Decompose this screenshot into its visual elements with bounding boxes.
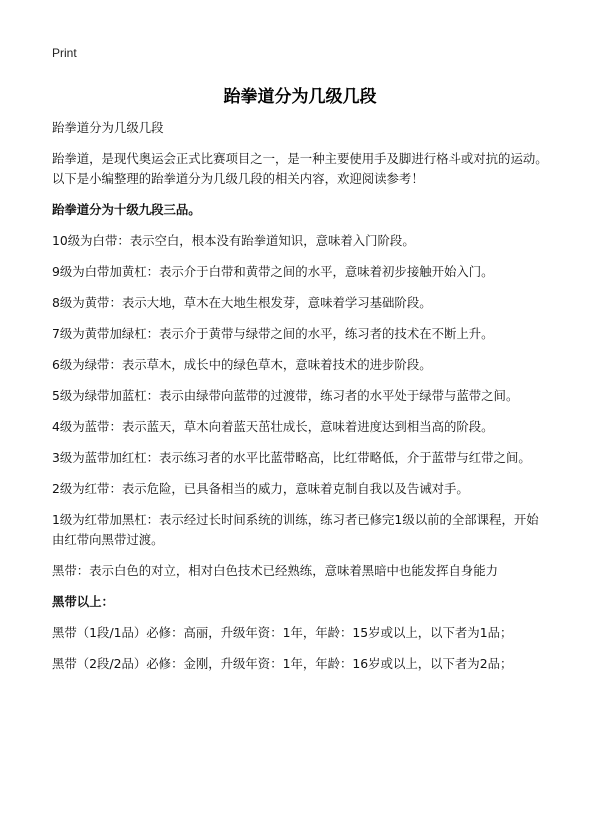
article-content (52, 118, 550, 685)
article-subtitle: 跆拳道分为几级几段 (52, 120, 164, 135)
belt-paragraph: 10级为白带：表示空白，根本没有跆拳道知识，意味着入门阶段。 (52, 233, 415, 248)
belt-paragraph: 8级为黄带：表示大地，草木在大地生根发芽，意味着学习基础阶段。 (52, 295, 432, 310)
section-heading-black-belt: 黑带以上： (52, 594, 114, 609)
belt-paragraph: 2级为红带：表示危险，已具备相当的威力，意味着克制自我以及告诫对手。 (52, 481, 469, 496)
dan-paragraph: 黑带（1段/1品）必修：高丽，升级年资：1年，年龄：15岁或以上，以下者为1品； (52, 625, 513, 640)
belt-paragraph: 5级为绿带加蓝杠：表示由绿带向蓝带的过渡带，练习者的水平处于绿带与蓝带之间。 (52, 388, 519, 403)
belt-paragraph: 7级为黄带加绿杠：表示介于黄带与绿带之间的水平，练习者的技术在不断上升。 (52, 326, 494, 341)
page-title: 跆拳道分为几级几段 (223, 87, 377, 107)
dan-paragraph: 黑带（2段/2品）必修：金刚，升级年资：1年，年龄：16岁或以上，以下者为2品； (52, 656, 513, 671)
belt-paragraph: 9级为白带加黄杠：表示介于白带和黄带之间的水平，意味着初步接触开始入门。 (52, 264, 494, 279)
print-link[interactable]: Print (52, 46, 77, 60)
belt-paragraph: 6级为绿带：表示草木，成长中的绿色草木，意味着技术的进步阶段。 (52, 357, 432, 372)
belt-paragraph: 黑带：表示白色的对立，相对白色技术已经熟练，意味着黑暗中也能发挥自身能力 (52, 563, 499, 578)
intro-paragraph: 跆拳道，是现代奥运会正式比赛项目之一，是一种主要使用手及脚进行格斗或对抗的运动。以下是小编整理的跆拳道分为几级几段的相关内容，欢迎阅读参考！ (52, 151, 548, 186)
belt-paragraph: 4级为蓝带：表示蓝天，草木向着蓝天茁壮成长，意味着进度达到相当高的阶段。 (52, 419, 494, 434)
belt-paragraph: 1级为红带加黑杠：表示经过长时间系统的训练，练习者已修完1级以前的全部课程，开始由红带向黑带过渡。 (52, 512, 539, 547)
belt-paragraph: 3级为蓝带加红杠：表示练习者的水平比蓝带略高，比红带略低，介于蓝带与红带之间。 (52, 450, 531, 465)
section-heading-grades: 跆拳道分为十级九段三品。 (52, 202, 201, 217)
